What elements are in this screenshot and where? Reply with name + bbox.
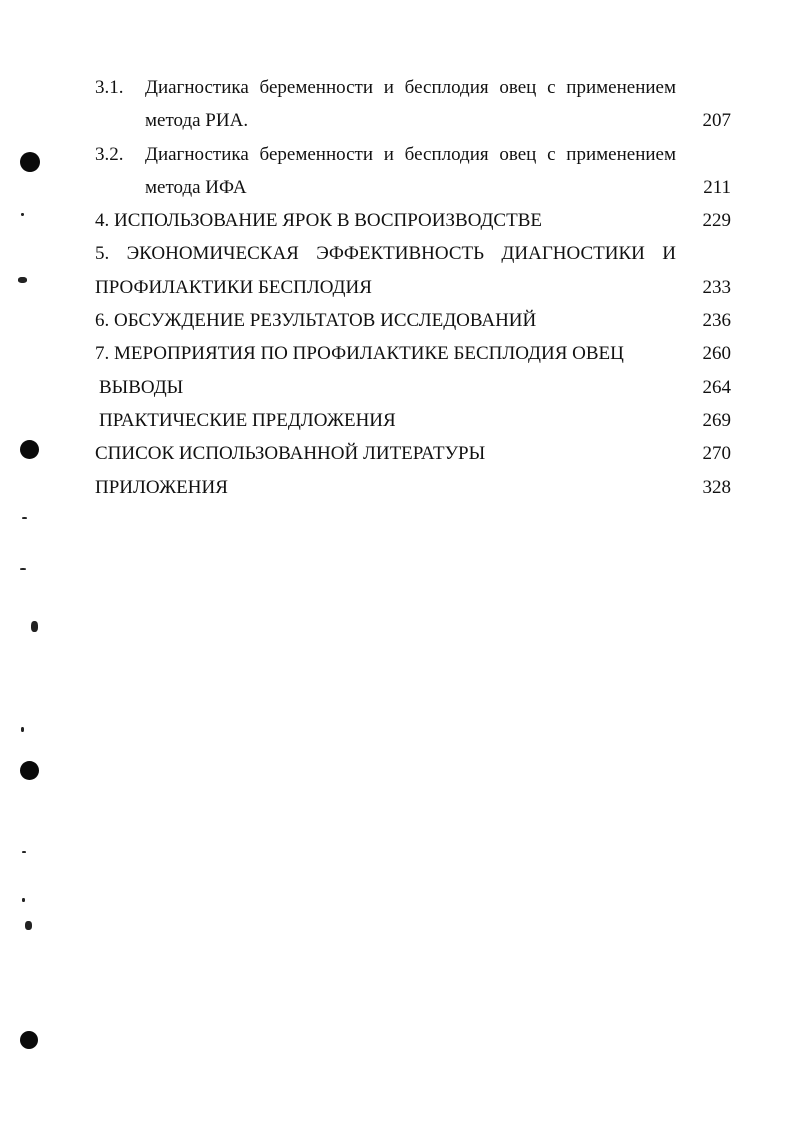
toc-page-number: 211: [703, 177, 731, 198]
punch-hole-mark: [20, 152, 40, 172]
toc-page-number: 269: [702, 410, 731, 431]
punch-hole-mark: [20, 1031, 38, 1049]
toc-page-number: 207: [702, 110, 731, 131]
toc-page-number: 260: [702, 343, 731, 364]
toc-entry-number: 3.1.: [95, 77, 124, 98]
toc-entry-title: Диагностика беременности и бесплодия овец с применением: [145, 77, 676, 98]
toc-entry-title: ПРИЛОЖЕНИЯ: [95, 477, 228, 498]
scan-speck: [25, 921, 32, 930]
toc-entry-title: 6. ОБСУЖДЕНИЕ РЕЗУЛЬТАТОВ ИССЛЕДОВАНИЙ: [95, 310, 537, 331]
scan-speck: [20, 568, 26, 570]
toc-page-number: 264: [702, 377, 731, 398]
punch-hole-mark: [20, 761, 39, 780]
toc-entry-title-continued: метода РИА.: [145, 110, 249, 131]
toc-entry-title-continued: ПРОФИЛАКТИКИ БЕСПЛОДИЯ: [95, 277, 372, 298]
toc-entry-title: Диагностика беременности и бесплодия овец с применением: [145, 144, 676, 165]
scan-speck: [21, 727, 24, 732]
scan-speck: [31, 621, 38, 632]
toc-entry-title: ПРАКТИЧЕСКИЕ ПРЕДЛОЖЕНИЯ: [99, 410, 396, 431]
toc-entry-title-continued: метода ИФА: [145, 177, 247, 198]
toc-page-number: 229: [702, 210, 731, 231]
toc-page-number: 270: [702, 443, 731, 464]
toc-entry-title: 4. ИСПОЛЬЗОВАНИЕ ЯРОК В ВОСПРОИЗВОДСТВЕ: [95, 210, 542, 231]
scan-speck: [18, 277, 27, 283]
scan-speck: [22, 851, 26, 853]
toc-page-number: 233: [702, 277, 731, 298]
toc-entry-number: 3.2.: [95, 144, 124, 165]
scan-speck: [22, 517, 27, 519]
toc-page-number: 328: [702, 477, 731, 498]
toc-entry-title: СПИСОК ИСПОЛЬЗОВАННОЙ ЛИТЕРАТУРЫ: [95, 443, 486, 464]
toc-entry-title: 5. ЭКОНОМИЧЕСКАЯ ЭФФЕКТИВНОСТЬ ДИАГНОСТИКИ И: [95, 243, 676, 264]
punch-hole-mark: [20, 440, 39, 459]
toc-entry-title: ВЫВОДЫ: [99, 377, 184, 398]
toc-entry-title: 7. МЕРОПРИЯТИЯ ПО ПРОФИЛАКТИКЕ БЕСПЛОДИЯ ОВЕЦ: [95, 343, 624, 364]
toc-page-number: 236: [702, 310, 731, 331]
scan-speck: [22, 898, 25, 902]
scan-speck: [21, 213, 24, 216]
